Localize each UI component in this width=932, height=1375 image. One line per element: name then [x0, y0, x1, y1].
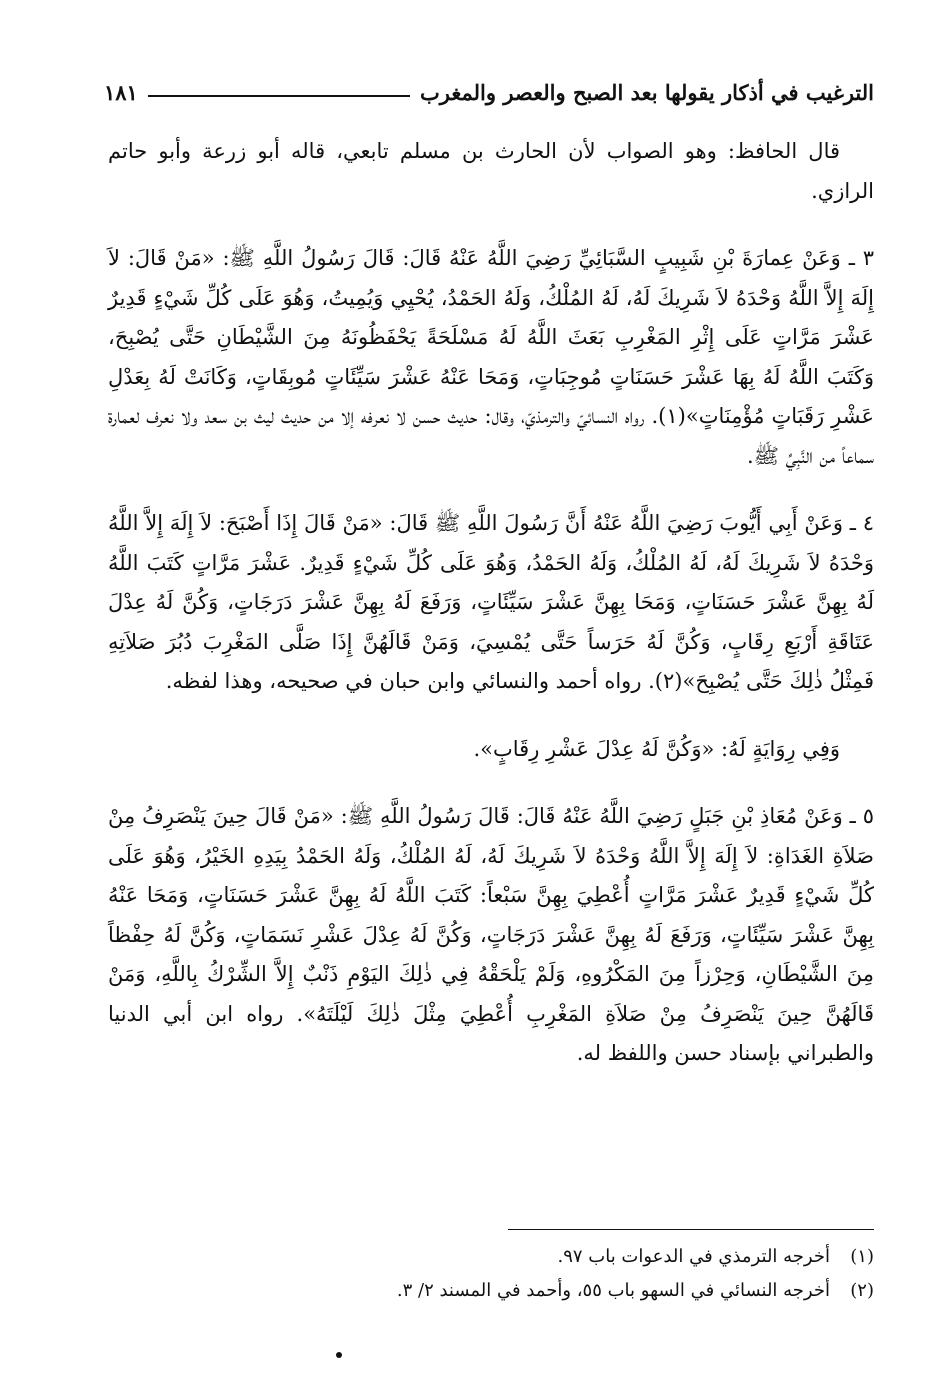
- footnote-text: أخرجه النسائي في السهو باب ٥٥، وأحمد في المسند ٢/ ٣.: [396, 1280, 830, 1301]
- footnote-text: أخرجه الترمذي في الدعوات باب ٩٧.: [557, 1246, 830, 1267]
- running-header: [104, 72, 874, 112]
- printing-dot: [336, 1352, 342, 1358]
- footnote-number: (١): [850, 1246, 874, 1267]
- header-title: الترغيب في أذكار يقولها بعد الصبح والعصر والمغرب: [420, 79, 874, 105]
- footnotes: [108, 1240, 874, 1308]
- paragraph-hadith-3: ٣ ـ وَعَنْ عِمارَةَ بْنِ شَبِيبٍ السَّبَائِيِّ رَضِيَ اللَّهُ عَنْهُ قَالَ: قَالَ رَسُولُ اللَّهِ ﷺ: «مَنْ قَالَ: لاَ إِلَهَ إِلاَّ اللَّهُ وَحْدَهُ لاَ شَرِيكَ لَهُ، لَهُ المُلْكُ، وَلَهُ الحَمْدُ، يُحْيِي وَيُمِيتُ، وَهُوَ عَلَى كُلِّ شَيْءٍ قَدِيرٌ عَشْرَ مَرَّاتٍ عَلَى إِثْرِ المَغْرِبِ بَعَثَ اللَّهُ لَهُ مَسْلَحَةً يَحْفَظُونَهُ مِنَ الشَّيْطَانِ حَتَّى يُصْبِحَ، وَكَتَبَ اللَّهُ لَهُ بِهَا عَشْرَ حَسَنَاتٍ مُوجِبَاتٍ، وَمَحَا عَنْهُ عَشْرَ سَيِّئَاتٍ مُوبِقَاتٍ، وَكَانَتْ لَهُ بِعَدْلِ عَشْرِ رَقَبَاتٍ مُؤْمِنَاتٍ»(١). رواه النسائيّ والترمذيّ، وقال: حديث حسن لا نعرفه إلا من حديث ليث بن سعد ولا نعرف لعمارة سماعاً من النَّبِيِّ ﷺ.: [108, 246, 874, 468]
- footnote-1: [108, 1240, 874, 1274]
- header-rule: [148, 95, 410, 97]
- paragraph-riwaya: وَفِي رِوَايَةٍ لَهُ: «وَكُنَّ لَهُ عِدْلَ عَشْرِ رِقَابٍ».: [473, 736, 840, 761]
- footnote-2: [108, 1274, 874, 1308]
- footnote-number: (٢): [850, 1280, 874, 1301]
- paragraph-hadith-4: ٤ ـ وَعَنْ أَبِي أَيُّوبَ رَضِيَ اللَّهُ عَنْهُ أَنَّ رَسُولَ اللَّهِ ﷺ قَالَ: «مَنْ قَالَ إِذَا أَصْبَحَ: لاَ إِلَهَ إِلاَّ اللَّهُ وَحْدَهُ لاَ شَرِيكَ لَهُ، لَهُ المُلْكُ، وَلَهُ الحَمْدُ، وَهُوَ عَلَى كُلِّ شَيْءٍ قَدِيرٌ. عَشْرَ مَرَّاتٍ كَتَبَ اللَّهُ لَهُ بِهِنَّ عَشْرَ حَسَنَاتٍ، وَمَحَا بِهِنَّ عَشْرَ سَيِّئَاتٍ، وَرَفَعَ لَهُ بِهِنَّ عَشْرَ دَرَجَاتٍ، وَكُنَّ لَهُ عِدْلَ عَتَاقَةِ أَرْبَعِ رِقَابٍ، وَكُنَّ لَهُ حَرَساً حَتَّى يُمْسِيَ، وَمَنْ قَالَهُنَّ إِذَا صَلَّى المَغْرِبَ دُبُرَ صَلاَتِهِ فَمِثْلُ ذٰلِكَ حَتَّى يُصْبِحَ»(٢). رواه أحمد والنسائي وابن حبان في صحيحه، وهذا لفظه.: [108, 511, 874, 693]
- body-text: [108, 132, 874, 1102]
- footnote-divider: [508, 1229, 874, 1230]
- paragraph-hafiz-note: قال الحافظ: وهو الصواب لأن الحارث بن مسلم تابعي، قاله أبو زرعة وأبو حاتم الرازي.: [108, 139, 874, 203]
- page-number: ١٨١: [104, 79, 138, 105]
- paragraph-hadith-5: ٥ ـ وَعَنْ مُعَاذِ بْنِ جَبَلٍ رَضِيَ اللَّهُ عَنْهُ قَالَ: قَالَ رَسُولُ اللَّهِ ﷺ: «مَنْ قَالَ حِينَ يَنْصَرِفُ مِنْ صَلاَةِ الغَدَاةِ: لاَ إِلَهَ إِلاَّ اللَّهُ وَحْدَهُ لاَ شَرِيكَ لَهُ، لَهُ المُلْكُ، وَلَهُ الحَمْدُ بِيَدِهِ الخَيْرُ، وَهُوَ عَلَى كُلِّ شَيْءٍ قَدِيرٌ عَشْرَ مَرَّاتٍ أُعْطِيَ بِهِنَّ سَبْعاً: كَتَبَ اللَّهُ لَهُ بِهِنَّ عَشْرَ حَسَنَاتٍ، وَمَحَا عَنْهُ بِهِنَّ عَشْرَ سَيِّئَاتٍ، وَرَفَعَ لَهُ بِهِنَّ عَشْرَ دَرَجَاتٍ، وَكُنَّ لَهُ عِدْلَ عَشْرِ نَسَمَاتٍ، وَكُنَّ لَهُ حِفْظاً مِنَ الشَّيْطَانِ، وَحِرْزاً مِنَ المَكْرُوهِ، وَلَمْ يَلْحَقْهُ فِي ذٰلِكَ اليَوْمِ ذَنْبٌ إِلاَّ الشِّرْكُ بِاللَّهِ، وَمَنْ قَالَهُنَّ حِينَ يَنْصَرِفُ مِنْ صَلاَةِ المَغْرِبِ أُعْطِيَ مِثْلَ ذٰلِكَ لَيْلَتَهُ». رواه ابن أبي الدنيا والطبراني بإسناد حسن واللفظ له.: [108, 804, 874, 1065]
